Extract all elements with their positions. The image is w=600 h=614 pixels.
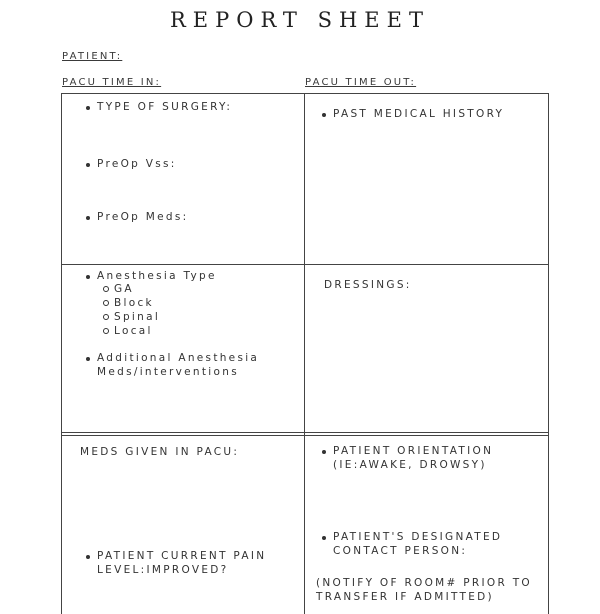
type-of-surgery-label: TYPE OF SURGERY:: [97, 101, 233, 113]
anesthesia-option-block: Block: [114, 297, 154, 309]
patient-orientation-label: PATIENT ORIENTATION: [333, 445, 494, 457]
notify-note: (NOTIFY OF ROOM# PRIOR TO: [316, 577, 532, 589]
preop-meds-label: PreOp Meds:: [97, 211, 189, 223]
past-medical-history-label: PAST MEDICAL HISTORY: [333, 108, 505, 120]
anesthesia-option-local: Local: [114, 325, 153, 337]
meds-given-label: MEDS GIVEN IN PACU:: [80, 446, 240, 458]
additional-anesthesia-label-line2: Meds/interventions: [97, 366, 239, 378]
designated-contact-label: PATIENT'S DESIGNATED: [333, 531, 503, 543]
preop-vss-label: PreOp Vss:: [97, 158, 177, 170]
anesthesia-option-ga: GA: [114, 283, 134, 295]
patient-label: PATIENT:: [62, 51, 123, 62]
designated-contact-label-line2: CONTACT PERSON:: [333, 545, 468, 557]
patient-orientation-label-line2: (IE:AWAKE, DROWSY): [333, 459, 487, 471]
dressings-label: DRESSINGS:: [324, 279, 412, 291]
pacu-time-in-label: PACU TIME IN:: [62, 77, 162, 88]
report-table: [61, 93, 549, 614]
page-title: REPORT SHEET: [170, 8, 430, 32]
column-divider: [304, 94, 305, 614]
row-divider-1: [62, 264, 548, 265]
pain-level-label: PATIENT CURRENT PAIN: [97, 550, 267, 562]
additional-anesthesia-label: Additional Anesthesia: [97, 352, 260, 364]
anesthesia-type-label: Anesthesia Type: [97, 270, 217, 282]
notify-note-line2: TRANSFER IF ADMITTED): [316, 591, 494, 603]
anesthesia-option-spinal: Spinal: [114, 311, 161, 323]
row-divider-2: [62, 432, 548, 433]
pain-level-label-line2: LEVEL:IMPROVED?: [97, 564, 229, 576]
pacu-time-out-label: PACU TIME OUT:: [305, 77, 417, 88]
row-divider-2b: [62, 435, 548, 436]
